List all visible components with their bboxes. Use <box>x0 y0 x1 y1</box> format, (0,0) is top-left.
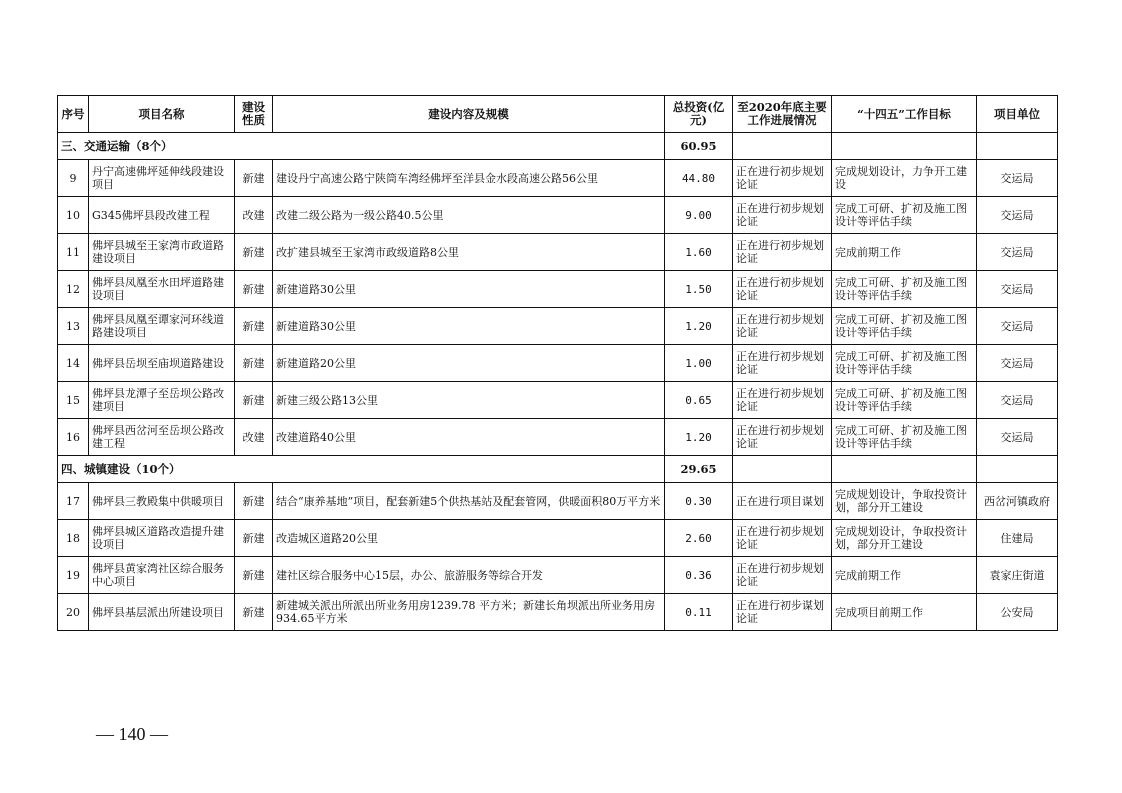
table-body <box>58 133 1058 631</box>
header-target: “十四五”工作目标 <box>832 96 977 133</box>
cell-name: 佛坪县凤凰至水田坪道路建设项目 <box>89 271 235 308</box>
section-total: 60.95 <box>665 133 733 160</box>
cell-no: 17 <box>58 483 89 520</box>
cell-no: 20 <box>58 594 89 631</box>
cell-progress: 正在进行初步规划论证 <box>733 160 832 197</box>
cell-nature: 新建 <box>235 160 273 197</box>
table-row <box>58 345 1058 382</box>
header-no: 序号 <box>58 96 89 133</box>
cell-nature: 新建 <box>235 308 273 345</box>
cell-invest: 1.60 <box>665 234 733 271</box>
cell-progress: 正在进行初步规划论证 <box>733 557 832 594</box>
page-number: — 140 — <box>96 724 168 744</box>
cell-invest: 9.00 <box>665 197 733 234</box>
cell-progress: 正在进行初步规划论证 <box>733 271 832 308</box>
cell-content: 改建二级公路为一级公路40.5公里 <box>273 197 665 234</box>
header-invest: 总投资(亿元) <box>665 96 733 133</box>
cell-name: 丹宁高速佛坪延伸线段建设项目 <box>89 160 235 197</box>
section-row <box>58 456 1058 483</box>
cell-name: 佛坪县基层派出所建设项目 <box>89 594 235 631</box>
cell-progress: 正在进行初步规划论证 <box>733 345 832 382</box>
table-row <box>58 234 1058 271</box>
cell-nature: 新建 <box>235 382 273 419</box>
cell-name: 佛坪县城至王家湾市政道路建设项目 <box>89 234 235 271</box>
cell-invest: 1.50 <box>665 271 733 308</box>
section-title: 三、交通运输（8个） <box>58 133 665 160</box>
cell-content: 新建道路20公里 <box>273 345 665 382</box>
cell-nature: 改建 <box>235 419 273 456</box>
cell-invest: 0.36 <box>665 557 733 594</box>
cell-nature: 新建 <box>235 271 273 308</box>
cell-unit: 交运局 <box>977 197 1058 234</box>
cell-nature: 新建 <box>235 234 273 271</box>
cell-nature: 改建 <box>235 197 273 234</box>
cell-content: 新建三级公路13公里 <box>273 382 665 419</box>
cell-content: 新建道路30公里 <box>273 308 665 345</box>
cell-content: 建社区综合服务中心15层，办公、旅游服务等综合开发 <box>273 557 665 594</box>
cell-target: 完成前期工作 <box>832 557 977 594</box>
cell-content: 建设丹宁高速公路宁陕筒车湾经佛坪至洋县金水段高速公路56公里 <box>273 160 665 197</box>
cell-content: 结合“康养基地”项目，配套新建5个供热基站及配套管网，供暖面积80万平方米 <box>273 483 665 520</box>
section-blank-unit <box>977 456 1058 483</box>
cell-no: 19 <box>58 557 89 594</box>
cell-unit: 交运局 <box>977 160 1058 197</box>
cell-invest: 44.80 <box>665 160 733 197</box>
project-table <box>57 95 1058 631</box>
cell-progress: 正在进行初步规划论证 <box>733 308 832 345</box>
cell-nature: 新建 <box>235 594 273 631</box>
cell-no: 16 <box>58 419 89 456</box>
cell-target: 完成工可研、扩初及施工图设计等评估手续 <box>832 382 977 419</box>
cell-no: 10 <box>58 197 89 234</box>
section-blank-target <box>832 456 977 483</box>
table-row <box>58 419 1058 456</box>
cell-nature: 新建 <box>235 483 273 520</box>
cell-unit: 交运局 <box>977 382 1058 419</box>
cell-target: 完成项目前期工作 <box>832 594 977 631</box>
cell-unit: 交运局 <box>977 234 1058 271</box>
cell-name: 佛坪县三教殿集中供暖项目 <box>89 483 235 520</box>
table-row <box>58 308 1058 345</box>
cell-unit: 交运局 <box>977 308 1058 345</box>
cell-unit: 交运局 <box>977 345 1058 382</box>
cell-invest: 0.11 <box>665 594 733 631</box>
table-row <box>58 271 1058 308</box>
section-blank-progress <box>733 456 832 483</box>
section-blank-unit <box>977 133 1058 160</box>
cell-name: 佛坪县凤凰至谭家河环线道路建设项目 <box>89 308 235 345</box>
cell-unit: 交运局 <box>977 271 1058 308</box>
header-nature: 建设性质 <box>235 96 273 133</box>
cell-invest: 1.20 <box>665 308 733 345</box>
cell-target: 完成工可研、扩初及施工图设计等评估手续 <box>832 419 977 456</box>
section-row <box>58 133 1058 160</box>
cell-target: 完成规划设计，争取投资计划，部分开工建设 <box>832 483 977 520</box>
cell-name: 佛坪县龙潭子至岳坝公路改建项目 <box>89 382 235 419</box>
table-row <box>58 520 1058 557</box>
cell-target: 完成规划设计，力争开工建设 <box>832 160 977 197</box>
cell-target: 完成前期工作 <box>832 234 977 271</box>
cell-invest: 1.20 <box>665 419 733 456</box>
table-row <box>58 382 1058 419</box>
cell-progress: 正在进行项目谋划 <box>733 483 832 520</box>
section-blank-target <box>832 133 977 160</box>
cell-progress: 正在进行初步谋划论证 <box>733 594 832 631</box>
cell-target: 完成工可研、扩初及施工图设计等评估手续 <box>832 345 977 382</box>
cell-content: 改造城区道路20公里 <box>273 520 665 557</box>
cell-no: 9 <box>58 160 89 197</box>
cell-target: 完成工可研、扩初及施工图设计等评估手续 <box>832 308 977 345</box>
cell-target: 完成规划设计，争取投资计划，部分开工建设 <box>832 520 977 557</box>
cell-invest: 0.65 <box>665 382 733 419</box>
cell-name: G345佛坪县段改建工程 <box>89 197 235 234</box>
cell-nature: 新建 <box>235 520 273 557</box>
cell-name: 佛坪县西岔河至岳坝公路改建工程 <box>89 419 235 456</box>
cell-progress: 正在进行初步规划论证 <box>733 419 832 456</box>
cell-no: 13 <box>58 308 89 345</box>
cell-content: 改建道路40公里 <box>273 419 665 456</box>
cell-unit: 公安局 <box>977 594 1058 631</box>
cell-name: 佛坪县黄家湾社区综合服务中心项目 <box>89 557 235 594</box>
cell-nature: 新建 <box>235 557 273 594</box>
cell-no: 18 <box>58 520 89 557</box>
section-blank-progress <box>733 133 832 160</box>
cell-unit: 交运局 <box>977 419 1058 456</box>
cell-no: 11 <box>58 234 89 271</box>
cell-progress: 正在进行初步规划论证 <box>733 382 832 419</box>
header-content: 建设内容及规模 <box>273 96 665 133</box>
cell-target: 完成工可研、扩初及施工图设计等评估手续 <box>832 271 977 308</box>
cell-name: 佛坪县城区道路改造提升建设项目 <box>89 520 235 557</box>
cell-progress: 正在进行初步规划论证 <box>733 234 832 271</box>
table-row <box>58 483 1058 520</box>
cell-no: 14 <box>58 345 89 382</box>
cell-unit: 西岔河镇政府 <box>977 483 1058 520</box>
header-progress: 至2020年底主要工作进展情况 <box>733 96 832 133</box>
cell-invest: 0.30 <box>665 483 733 520</box>
cell-content: 新建道路30公里 <box>273 271 665 308</box>
cell-unit: 袁家庄街道 <box>977 557 1058 594</box>
table-row <box>58 557 1058 594</box>
cell-nature: 新建 <box>235 345 273 382</box>
header-row <box>58 96 1058 133</box>
section-total: 29.65 <box>665 456 733 483</box>
cell-name: 佛坪县岳坝至庙坝道路建设 <box>89 345 235 382</box>
cell-content: 新建城关派出所派出所业务用房1239.78 平方米；新建长角坝派出所业务用房934.65平方米 <box>273 594 665 631</box>
table-row <box>58 197 1058 234</box>
cell-invest: 2.60 <box>665 520 733 557</box>
section-title: 四、城镇建设（10个） <box>58 456 665 483</box>
header-unit: 项目单位 <box>977 96 1058 133</box>
header-name: 项目名称 <box>89 96 235 133</box>
table-row <box>58 160 1058 197</box>
cell-target: 完成工可研、扩初及施工图设计等评估手续 <box>832 197 977 234</box>
cell-no: 12 <box>58 271 89 308</box>
cell-progress: 正在进行初步规划论证 <box>733 520 832 557</box>
cell-progress: 正在进行初步规划论证 <box>733 197 832 234</box>
cell-invest: 1.00 <box>665 345 733 382</box>
table-row <box>58 594 1058 631</box>
cell-unit: 住建局 <box>977 520 1058 557</box>
cell-content: 改扩建县城至王家湾市政级道路8公里 <box>273 234 665 271</box>
cell-no: 15 <box>58 382 89 419</box>
